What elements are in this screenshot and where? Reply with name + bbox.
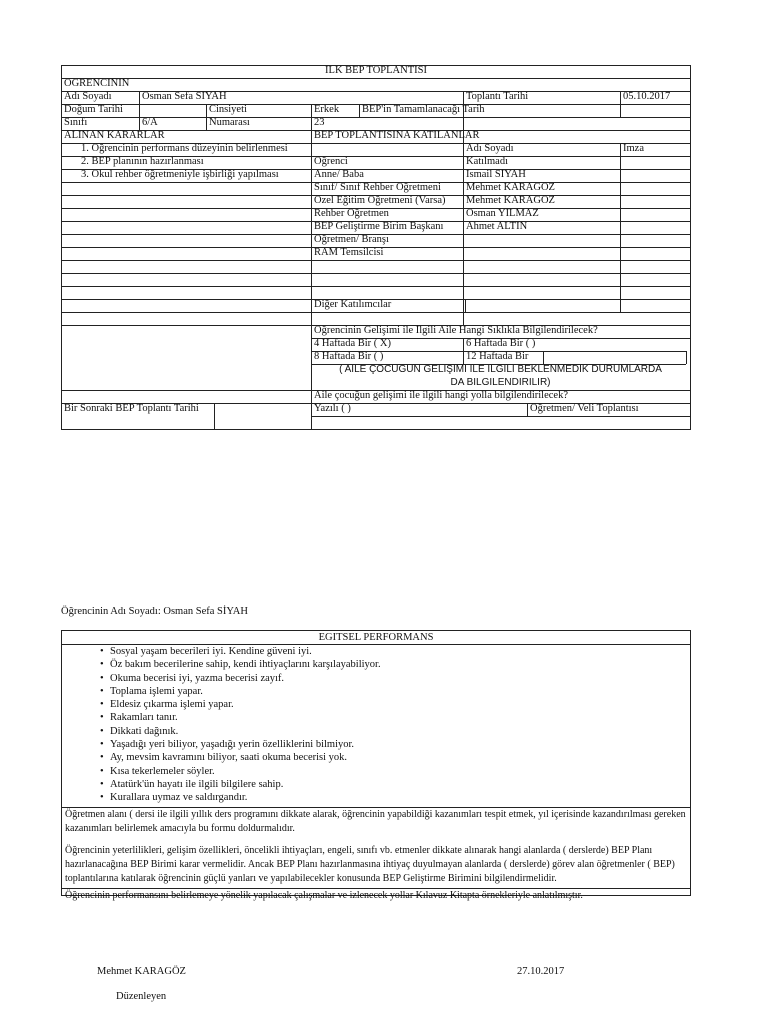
student-name-line: Öğrencinin Adı Soyadı: Osman Sefa SİYAH bbox=[61, 606, 248, 617]
gender-value: Erkek bbox=[314, 104, 340, 115]
performance-header: EGITSEL PERFORMANS bbox=[62, 631, 690, 645]
performance-table bbox=[61, 630, 691, 901]
participant-name: Mehmet KARAGÖZ bbox=[466, 195, 555, 206]
list-item: • Dikkati dağınık. bbox=[62, 725, 690, 738]
list-item: • Yaşadığı yeri biliyor, yaşadığı yerin özelliklerini bilmiyor. bbox=[62, 738, 690, 751]
participant-name: Katılmadı bbox=[466, 156, 508, 167]
list-item: • Rakamları tanır. bbox=[62, 711, 690, 724]
name-value: Osman Sefa SİYAH bbox=[142, 91, 227, 102]
option-4-weeks[interactable]: 4 Haftada Bir ( X) bbox=[314, 338, 391, 349]
next-meeting-label: Bir Sonraki BEP Toplantı Tarihi bbox=[64, 403, 199, 414]
list-item: • Toplama işlemi yapar. bbox=[62, 685, 690, 698]
participant-name-col: Adı Soyadı bbox=[466, 143, 514, 154]
decision-item: 3. Okul rehber öğretmeniyle işbirliği yapılması bbox=[81, 169, 279, 180]
class-value: 6/A bbox=[142, 117, 158, 128]
participant-role: RAM Temsilcisi bbox=[314, 247, 384, 258]
option-written[interactable]: Yazılı ( ) bbox=[314, 403, 351, 414]
gender-label: Cinsiyeti bbox=[209, 104, 247, 115]
number-value: 23 bbox=[314, 117, 325, 128]
participant-name bbox=[463, 247, 620, 260]
unexpected-note-line2: DA BİLGİLENDİRİLİR) bbox=[450, 377, 551, 388]
unexpected-note-line1: ( AİLE ÇOCUĞUN GELİŞİMİ İLE İLGİLİ BEKLENMEDİK DURUMLARDA bbox=[339, 364, 662, 375]
list-item: • Ay, mevsim kavramını biliyor, saati okuma becerisi yok. bbox=[62, 751, 690, 764]
instruction-paragraph-3: Öğrencinin performansını belirlemeye yönelik yapılacak çalışmalar ve izlenecek yollar Kılavuz Kitapta örnekleriyle anlatılmıştır. bbox=[65, 889, 583, 901]
list-item: • Kurallara uymaz ve saldırgandır. bbox=[62, 791, 690, 804]
option-8-weeks[interactable]: 8 Haftada Bir ( ) bbox=[314, 351, 384, 362]
signing-date: 27.10.2017 bbox=[517, 966, 565, 977]
decision-item: 2. BEP planının hazırlanması bbox=[81, 156, 204, 167]
family-method-question: Aile çocuğun gelişimi ile ilgili hangi yolla bilgilendirilecek? bbox=[314, 390, 568, 401]
instruction-paragraph-1: Öğretmen alanı ( dersi ile ilgili yıllık ders programını dikkate alarak, öğrencinin yapabildiği kazanımları tespit etmek, yıl içerisinde kazandırılması gereken kazanımları belirlemek amacıyla bu formu doldurmalıdır. bbox=[65, 808, 686, 834]
participant-role: Sınıf/ Sınıf Rehber Öğretmeni bbox=[314, 182, 441, 193]
name-label: Adı Soyadı bbox=[64, 91, 112, 102]
other-participants-label: Diğer Katılımcılar bbox=[314, 299, 392, 310]
performance-list bbox=[62, 645, 690, 808]
birth-date-value bbox=[139, 104, 206, 117]
list-item: • Okuma becerisi iyi, yazma becerisi zayıf. bbox=[62, 672, 690, 685]
birth-date-label: Doğum Tarihi bbox=[64, 104, 123, 115]
participant-name: İsmail SİYAH bbox=[466, 169, 526, 180]
decision-item: 1. Öğrencinin performans düzeyinin belirlenmesi bbox=[81, 143, 288, 154]
option-12-weeks[interactable]: 12 Haftada Bir bbox=[466, 351, 529, 362]
student-section-label: OGRENCININ bbox=[64, 78, 130, 89]
participant-role: Öğretmen/ Branşı bbox=[314, 234, 389, 245]
participant-name bbox=[463, 234, 620, 247]
option-parent-meeting[interactable]: Öğretmen/ Veli Toplantısı bbox=[530, 403, 639, 414]
participant-name: Ahmet ALTIN bbox=[466, 221, 528, 232]
participants-header: BEP TOPLANTISINA KATILANLAR bbox=[314, 130, 480, 141]
participant-name: Osman YILMAZ bbox=[466, 208, 539, 219]
signer-role: Düzenleyen bbox=[116, 991, 167, 1002]
participant-role: Öğrenci bbox=[314, 156, 348, 167]
participant-name: Mehmet KARAGÖZ bbox=[466, 182, 555, 193]
list-item: • Atatürk'ün hayatı ile ilgili bilgilere sahip. bbox=[62, 778, 690, 791]
list-item: • Öz bakım becerilerine sahip, kendi ihtiyaçlarını karşılayabiliyor. bbox=[62, 658, 690, 671]
participant-role: Anne/ Baba bbox=[314, 169, 364, 180]
participant-role: Özel Eğitim Öğretmeni (Varsa) bbox=[314, 195, 446, 206]
completion-date-label: BEP'in Tamamlanacağı Tarih bbox=[362, 104, 485, 115]
list-item: • Eldesiz çıkarma işlemi yapar. bbox=[62, 698, 690, 711]
option-6-weeks[interactable]: 6 Haftada Bir ( ) bbox=[466, 338, 536, 349]
meeting-date-label: Toplantı Tarihi bbox=[466, 91, 529, 102]
instruction-paragraph-2: Öğrencinin yeterlilikleri, gelişim özellikleri, öncelikli ihtiyaçları, engeli, sınıfı vb. etmenler dikkate alınarak hangi alanlarda ( derslerde) BEP Planı hazırlanacağına BEP Birimi karar vermelidir. Ancak BEP Planı hazırlanmasına ihtiyaç duyulmayan alanlarda ( derslerde) görev alan öğretmenler ( BEP) toplantılarına katılarak öğrencinin güçlü yanları ve yapılabilecekler konusunda BEP Geliştirme Birimini bilgilendirmelidir. bbox=[65, 844, 675, 884]
family-frequency-question: Öğrencinin Gelişimi ile İlgili Aile Hangi Sıklıkla Bilgilendirilecek? bbox=[314, 325, 598, 336]
list-item: • Sosyal yaşam becerileri iyi. Kendine güveni iyi. bbox=[62, 645, 690, 658]
meeting-date-value: 05.10.2017 bbox=[623, 91, 671, 102]
decisions-header: ALINAN KARARLAR bbox=[64, 130, 165, 141]
participant-role: Rehber Öğretmen bbox=[314, 208, 389, 219]
class-label: Sınıfı bbox=[64, 117, 88, 128]
participant-role: BEP Geliştirme Birim Başkanı bbox=[314, 221, 444, 232]
participant-signature-col: İmza bbox=[623, 143, 644, 154]
list-item: • Kısa tekerlemeler söyler. bbox=[62, 765, 690, 778]
bep-meeting-table bbox=[0, 0, 768, 440]
completion-date-value bbox=[620, 104, 690, 117]
signer-name: Mehmet KARAGÖZ bbox=[97, 966, 186, 977]
meeting-title: İLK BEP TOPLANTISI bbox=[325, 65, 427, 76]
number-label: Numarası bbox=[209, 117, 250, 128]
